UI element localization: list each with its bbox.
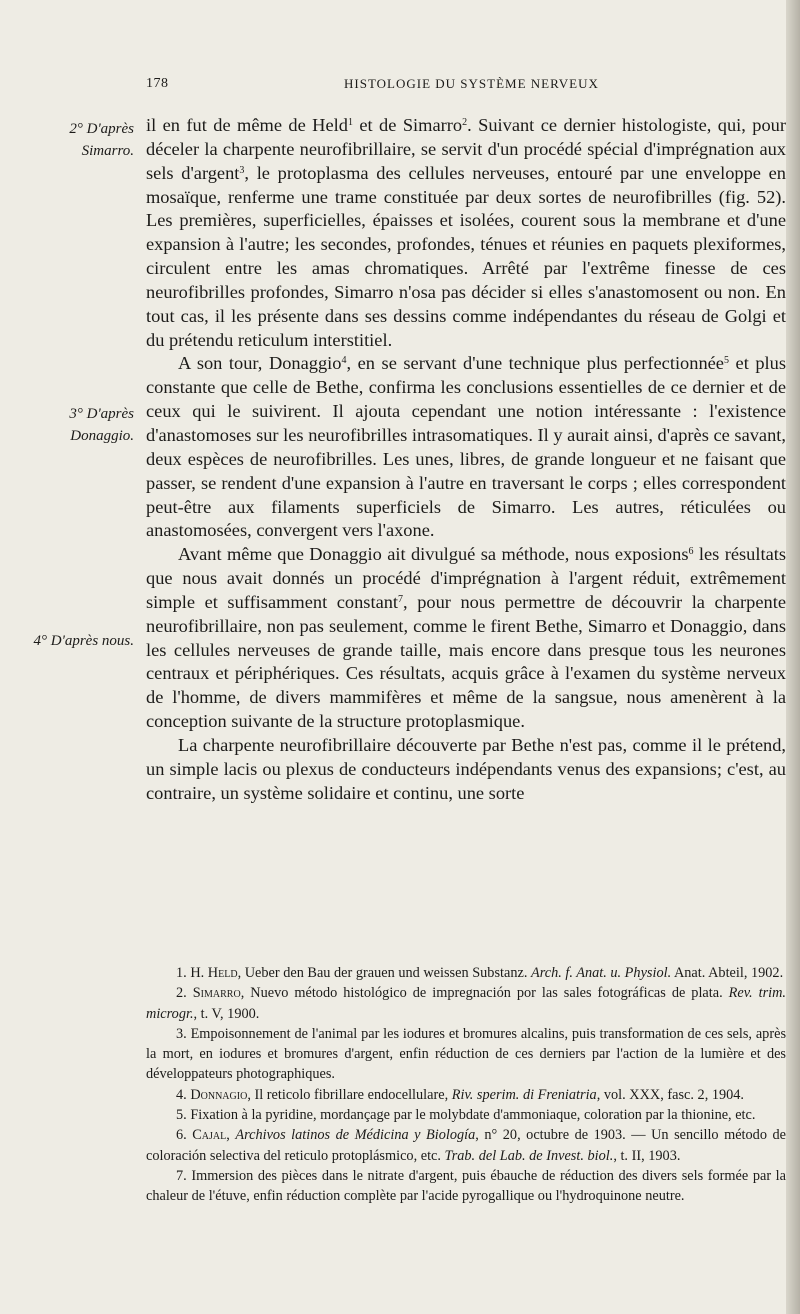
paragraph-2: A son tour, Donaggio$^4$, en se servant d'une technique plus perfectionnée$^5$ et plus constante que celle de Bethe, confirma les conclusions essentielles de ce dernier et de ceux qui le suivirent. Il ajouta cependant une notion intéressante : l'existence d'anastomoses sur les neurofibrilles intrasomatiques. Il y aurait ainsi, d'après ce savant, deux espèces de neurofibrilles. Les unes, libres, de grande longueur et ne faisant que passer, se rendent d'une expansion à l'autre en traversant le corps ; elles correspondent peut-être aux filaments superficiels de Simarro. Les autres, réticulées ou anastomosées, convergent vers l'axone. (146, 353, 787, 541)
footnote-7: 7. Immersion des pièces dans le nitrate d'argent, puis ébauche de réduction des divers sels formée par la chaleur de l'étuve, enfin réduction complète par l'acide pyrogallique ou l'hydroquinone neutre. (146, 1167, 786, 1205)
margin-note-donaggio: 3° D'après Donaggio. (69, 406, 134, 444)
main-text (146, 114, 786, 805)
footnote-1: 1. H. Held, Ueber den Bau der grauen und weissen Substanz. Arch. f. Anat. u. Physiol. Anat. Abteil, 1902. (176, 965, 784, 981)
footnote-6: 6. Cajal, Archivos latinos de Médicina y Biología, n° 20, octubre de 1903. — Un sencillo método de coloración selectiva del reticulo protoplásmico, etc. Trab. del Lab. de Invest. biol., t. II, 1903. (146, 1127, 786, 1164)
paragraph-4: La charpente neurofibrillaire découverte par Bethe n'est pas, comme il le prétend, un simple lacis ou plexus de conducteurs indépendants venus des expansions; c'est, au contraire, un système solidaire et continu, une sorte (146, 734, 786, 803)
footnote-3: 3. Empoisonnement de l'animal par les iodures et bromures alcalins, puis transformation de ces sels, après la mort, en iodures et bromures d'argent, enfin réduction de ces derniers par l'action de la lumière et des développateurs photographiques. (146, 1025, 787, 1083)
margin-note-simarro: 2° D'après Simarro. (69, 121, 134, 159)
footnote-2: 2. Simarro, Nuevo método histológico de impregnación por las sales fotográficas de plata. Rev. trim. microgr., t. V, 1900. (146, 985, 787, 1022)
running-header (146, 76, 776, 96)
paragraph-3: Avant même que Donaggio ait divulgué sa méthode, nous exposions$^6$ les résultats que nous avait donnés un procédé d'imprégnation à l'argent réduit, extrêmement simple et suffisamment constant$^7$, pour nous permettre de découvrir la charpente neurofibrillaire, non pas seulement, comme le firent Bethe, Simarro et Donaggio, dans les cellules nerveuses de grande taille, mais encore dans presque tous les neurones centraux et périphériques. Ces résultats, acquis grâce à l'examen du système nerveux de l'homme, de divers mammifères et même de la sangsue, nous amenèrent à la conception suivante de la structure protoplasmique. (146, 544, 786, 732)
footnote-4: 4. Donnagio, Il reticolo fibrillare endocellulare, Riv. sperim. di Freniatria, vol. XXX, fasc. 2, 1904. (176, 1086, 745, 1103)
paragraph-1: il en fut de même de Held$^1$ et de Simarro$^2$. Suivant ce dernier histologiste, qui, pour déceler la charpente neurofibrillaire, se servit d'un procédé spécial d'imprégnation aux sels d'argent$^3$, le protoplasma des cellules nerveuses, entouré par une enveloppe en mosaïque, renferme une trame constituée par deux sortes de neurofibrilles (fig. 52). Les premières, superficielles, épaisses et isolées, courent sous la membrane et d'une expansion à l'autre; les secondes, profondes, ténues et réunies en paquets plexiformes, circulent entre les amas chromatiques. Arrêté par l'extrême finesse de ces neurofibrilles profondes, Simarro n'osa pas décider si elles s'anastomosent ou non. En tout cas, il les présente dans ses dessins comme indépendantes du réseau de Golgi et du prétendu reticulum interstitiel. (146, 115, 786, 350)
page-number: 178 (146, 76, 169, 91)
running-title: HISTOLOGIE DU SYSTÈME NERVEUX (344, 76, 599, 91)
page-edge (786, 0, 800, 1314)
footnotes (146, 963, 786, 1207)
margin-note-nous: 4° D'après nous. (33, 633, 134, 649)
footnote-5: 5. Fixation à la pyridine, mordançage par le molybdate d'ammoniaque, coloration par la thionine, etc. (176, 1107, 756, 1124)
